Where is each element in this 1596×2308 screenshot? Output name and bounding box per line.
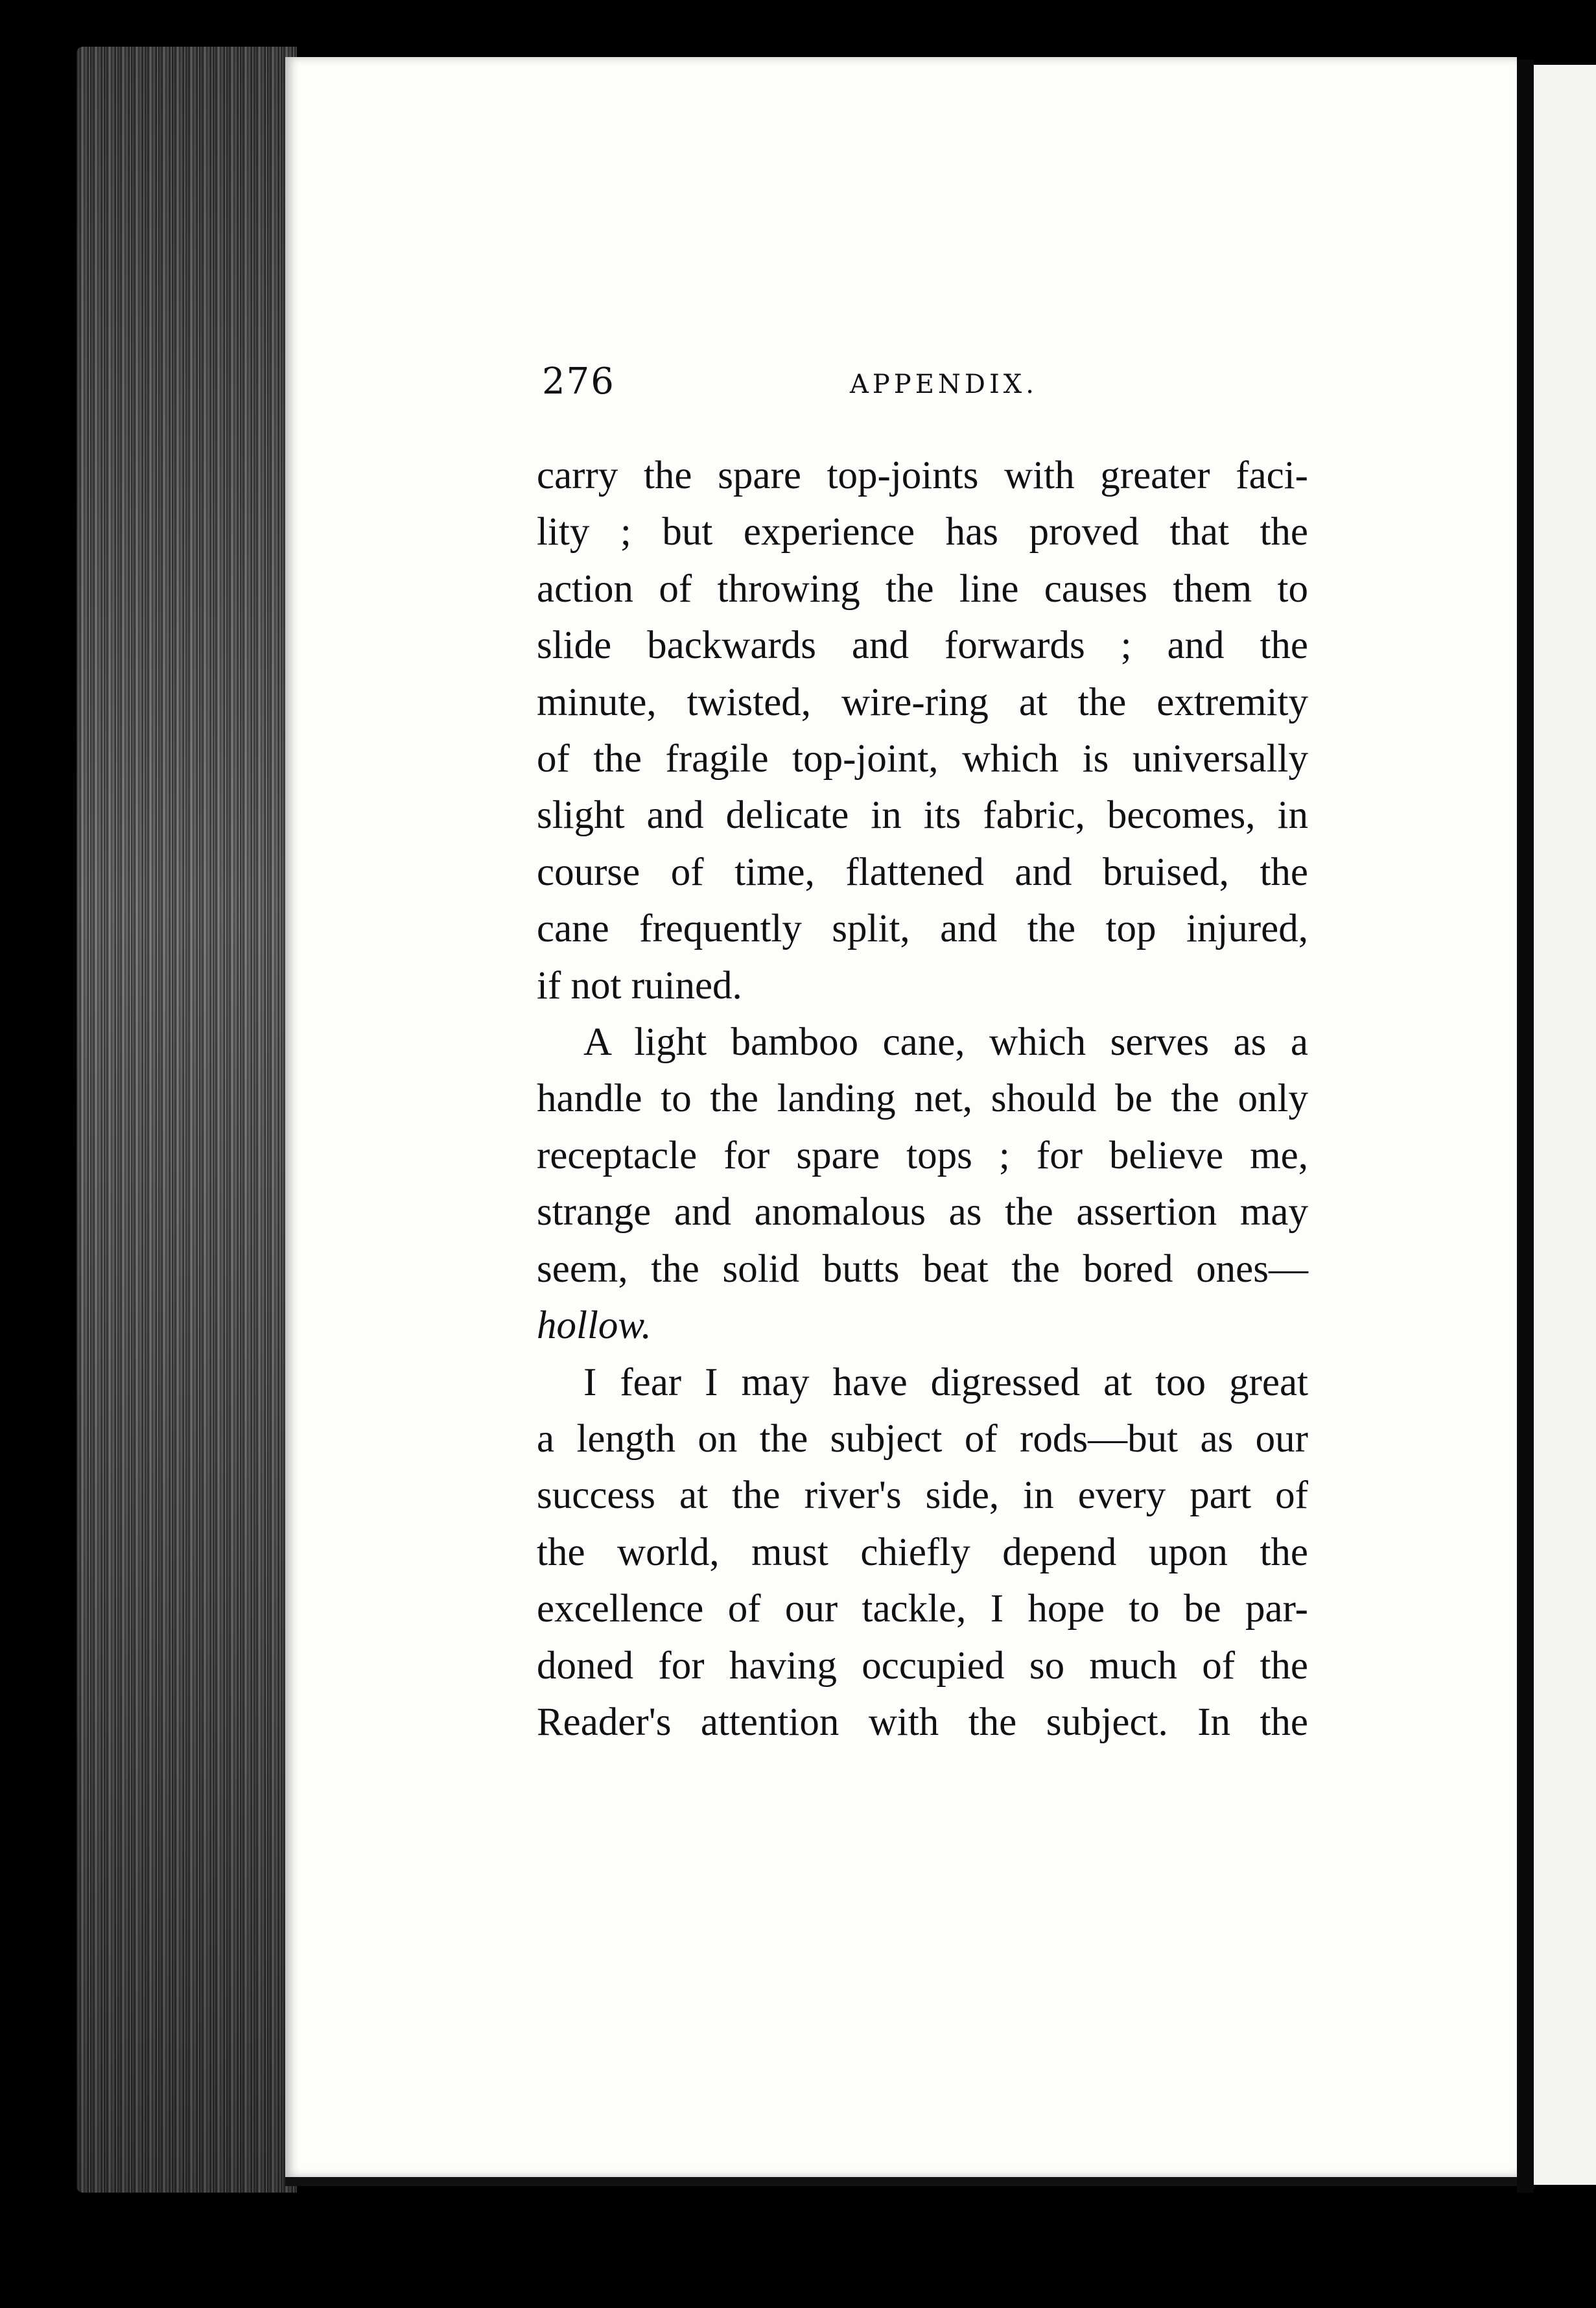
- book-gutter: [1517, 60, 1534, 2193]
- text-line: the world, must chiefly depend upon the: [537, 1530, 1308, 1574]
- body-text: [537, 447, 1308, 1750]
- text-line: seem, the solid butts beat the bored ones—: [537, 1247, 1308, 1291]
- facing-page-sliver: [1534, 65, 1596, 2185]
- text-line: lity ; but experience has proved that the: [537, 510, 1308, 554]
- text-line: strange and anomalous as the assertion may: [537, 1190, 1308, 1234]
- running-head: APPENDIX.: [850, 370, 1038, 399]
- text-line: doned for having occupied so much of the: [537, 1643, 1308, 1688]
- text-line: cane frequently split, and the top injured,: [537, 907, 1308, 951]
- text-line: slight and delicate in its fabric, becomes, in: [537, 794, 1308, 838]
- text-line: a length on the subject of rods—but as our: [537, 1417, 1308, 1461]
- text-line: handle to the landing net, should be the only: [537, 1077, 1308, 1121]
- page-number: 276: [542, 360, 615, 403]
- page-header: [542, 360, 1313, 412]
- text-line: receptacle for spare tops ; for believe me,: [537, 1133, 1308, 1177]
- paragraph-3: [537, 1354, 1308, 1751]
- text-line: of the fragile top-joint, which is universally: [537, 737, 1308, 781]
- page-bottom-edge: [285, 2177, 1517, 2186]
- text-line: if not ruined.: [537, 963, 742, 1007]
- text-line: minute, twisted, wire-ring at the extremity: [537, 680, 1308, 724]
- text-line-italic: hollow.: [537, 1304, 651, 1348]
- text-line: I fear I may have digressed at too great: [583, 1360, 1308, 1404]
- book-page-edges: [76, 47, 297, 2193]
- text-line: carry the spare top-joints with greater faci-: [537, 454, 1308, 497]
- text-line: Reader's attention with the subject. In the: [537, 1700, 1308, 1744]
- text-line: A light bamboo cane, which serves as a: [583, 1020, 1308, 1065]
- text-line: success at the river's side, in every part of: [537, 1474, 1308, 1518]
- text-line: slide backwards and forwards ; and the: [537, 624, 1308, 668]
- paragraph-2: [537, 1014, 1308, 1354]
- text-line: action of throwing the line causes them to: [537, 567, 1308, 611]
- text-line: course of time, flattened and bruised, the: [537, 850, 1308, 894]
- paragraph-1: [537, 447, 1308, 1014]
- text-line: excellence of our tackle, I hope to be par-: [537, 1587, 1308, 1631]
